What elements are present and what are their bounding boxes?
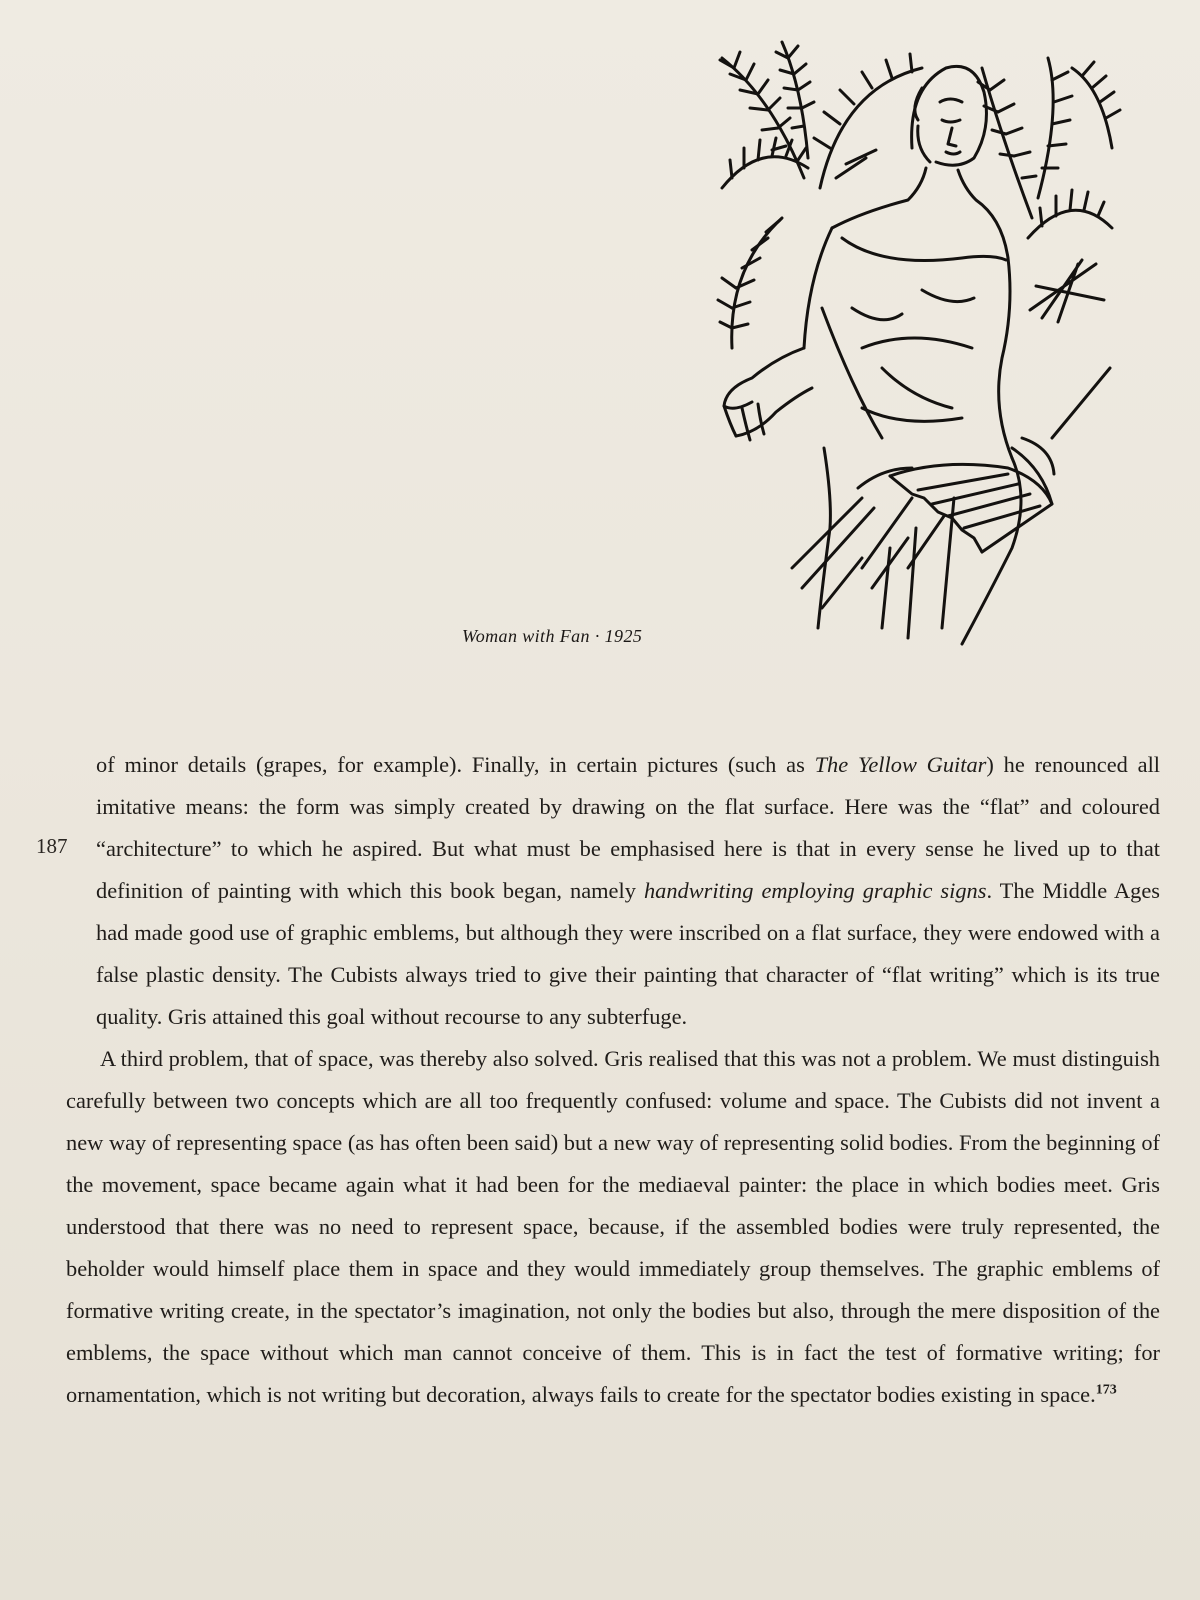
- artwork-title: The Yellow Guitar: [814, 752, 987, 777]
- body-text: [66, 744, 1160, 1416]
- paragraph-1: [66, 744, 1160, 1038]
- paragraph-1-part-a: of minor details (grapes, for example). Finally, in certain pictures (such as: [96, 752, 815, 777]
- paragraph-1-part-e: . The Middle Ages had made good use of graphic emblems, but although they were inscribed on a flat surface, they were endowed with a false plastic density. The Cubists always tried to give their painting that character of “flat writing” which is its true quality. Gris attained this goal without recourse to any subterfuge.: [96, 878, 1160, 1029]
- caption-year: 1925: [604, 626, 643, 646]
- footnote-marker: 173: [1095, 1382, 1117, 1398]
- woman-with-fan-illustration: [712, 28, 1148, 670]
- margin-reference-number: 187: [36, 834, 68, 858]
- paragraph-2-text: A third problem, that of space, was thereby also solved. Gris realised that this was not a problem. We must distinguish carefully between two concepts which are all too frequently confused: volume and space. The Cubists did not invent a new way of representing space (as has often been said) but a new way of representing solid bodies. From the beginning of the movement, space became again what it had been for the mediaeval painter: the place in which bodies meet. Gris understood that there was no need to represent space, because, if the assembled bodies were truly represented, the beholder would himself place them in space and they would immediately group themselves. The graphic emblems of formative writing create, in the spectator’s imagination, not only the bodies but also, through the mere disposition of the emblems, the space without which man cannot conceive of them. This is in fact the test of formative writing; for ornamentation, which is not writing but decoration, always fails to create for the spectator bodies existing in space.: [66, 1046, 1160, 1407]
- caption-title: Woman with Fan: [462, 626, 590, 646]
- caption-separator: ·: [589, 626, 605, 646]
- illustration-caption: [462, 626, 642, 647]
- line-drawing-icon: [712, 28, 1148, 670]
- emphasis-phrase: handwriting employing graphic signs: [643, 878, 987, 903]
- paragraph-2: [66, 1038, 1160, 1416]
- paragraph-1-part-c: ) he renounced all imitative means: the form was simply created by drawing on the flat surface. Here was the “flat” and coloured “architecture” to which he aspired. But what must be emphasised here is that in every sense he lived up to that definition of painting with which this book began, namely: [96, 752, 1161, 903]
